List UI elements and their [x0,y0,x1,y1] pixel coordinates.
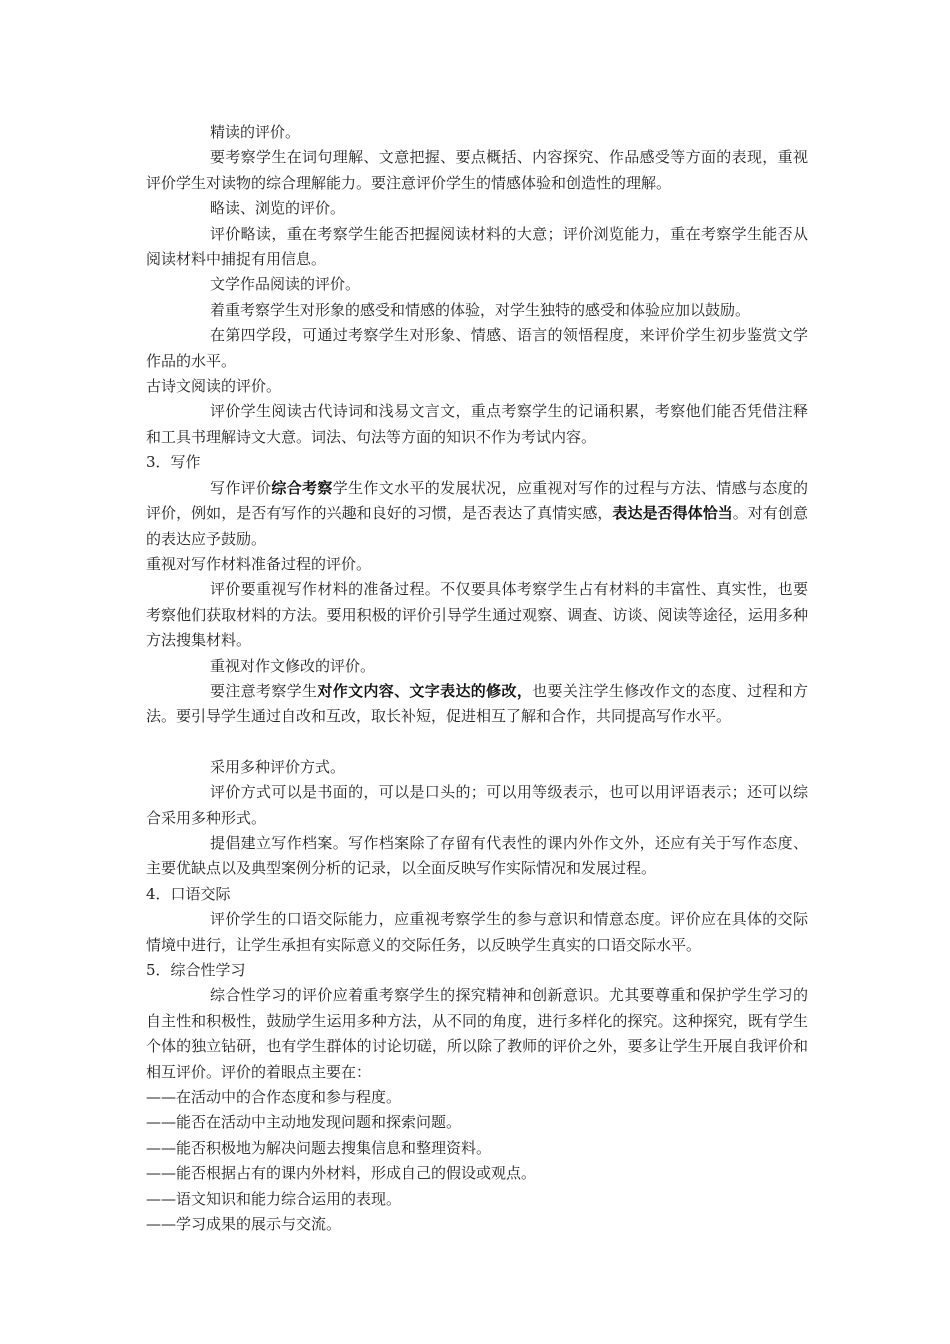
heading-skim-reading: 略读、浏览的评价。 [210,199,346,218]
paragraph: 评价略读，重在考察学生能否把握阅读材料的大意；评价浏览能力，重在考察学生能否从阅读材料中捕捉有用信息。 [146,224,808,269]
paragraph: 在第四学段，可通过考察学生对形象、情感、语言的领悟程度，来评价学生初步鉴赏文学作品的水平。 [146,326,808,370]
paragraph: 评价方式可以是书面的，可以是口头的；可以用等级表示，也可以用评语表示；还可以综合采用多种形式。 [146,783,808,827]
list-item: ——学习成果的展示与交流。 [146,1215,342,1234]
heading-material-preparation: 重视对写作材料准备过程的评价。 [146,554,372,573]
paragraph: 评价学生阅读古代诗词和浅易文言文，重点考察学生的记诵积累，考察他们能否凭借注释和工具书理解诗文大意。词法、句法等方面的知识不作为考试内容。 [146,402,808,446]
list-item: ——在活动中的合作态度和参与程度。 [146,1088,402,1107]
section-heading-writing: 3．写作 [146,453,201,472]
document-body [146,120,808,1237]
blank-line [146,730,808,755]
emphasis: 综合考察 [271,478,333,497]
paragraph: 着重考察学生对形象的感受和情感的体验，对学生独特的感受和体验应加以鼓励。 [210,300,751,319]
heading-literature-reading: 文学作品阅读的评价。 [210,275,361,294]
paragraph-revision: 要注意考察学生对作文内容、文字表达的修改，也要关注学生修改作文的态度、过程和方法。要引导学生通过自改和互改，取长补短，促进相互了解和合作，共同提高写作水平。 [146,681,808,726]
paragraph: 评价学生的口语交际能力，应重视考察学生的参与意识和情意态度。评价应在具体的交际情境中进行，让学生承担有实际意义的交际任务，以反映学生真实的口语交际水平。 [146,910,808,954]
paragraph: 评价要重视写作材料的准备过程。不仅要具体考察学生占有材料的丰富性、真实性，也要考察他们获取材料的方法。要用积极的评价引导学生通过观察、调查、访谈、阅读等途径，运用多种方法搜集材料。 [146,580,808,650]
paragraph: 提倡建立写作档案。写作档案除了存留有代表性的课内外作文外，还应有关于写作态度、主要优缺点以及典型案例分析的记录，以全面反映写作实际情况和发展过程。 [146,833,808,878]
emphasis: 表达是否得体恰当 [612,504,733,523]
heading-intensive-reading: 精读的评价。 [210,123,301,141]
heading-evaluation-methods: 采用多种评价方式。 [210,757,346,776]
paragraph-writing-evaluation: 写作评价综合考察学生作文水平的发展状况，应重视对写作的过程与方法、情感与态度的评价，例如，是否有写作的兴趣和良好的习惯，是否表达了真情实感，表达是否得体恰当。对有创意的表达应予鼓励。 [146,478,808,548]
list-item: ——语文知识和能力综合运用的表现。 [146,1189,402,1208]
section-heading-comprehensive: 5．综合性学习 [146,961,246,979]
list-item: ——能否在活动中主动地发现问题和探索问题。 [146,1113,462,1132]
heading-classical-reading: 古诗文阅读的评价。 [146,377,282,396]
paragraph: 要考察学生在词句理解、文意把握、要点概括、内容探究、作品感受等方面的表现，重视评价学生对读物的综合理解能力。要注意评价学生的情感体验和创造性的理解。 [146,148,808,192]
paragraph: 综合性学习的评价应着重考察学生的探究精神和创新意识。尤其要尊重和保护学生学习的自主性和积极性，鼓励学生运用多种方法，从不同的角度，进行多样化的探究。这种探究，既有学生个体的独立钻研，也有学生群体的讨论切磋，所以除了教师的评价之外，要多让学生开展自我评价和相互评价。评价的着眼点主要在： [146,986,808,1081]
list-item: ——能否根据占有的课内外材料，形成自己的假设或观点。 [146,1164,537,1183]
heading-revision: 重视对作文修改的评价。 [210,656,376,675]
section-heading-oral: 4．口语交际 [146,884,231,903]
emphasis: 对作文内容、文字表达的修改， [317,681,533,700]
list-item: ——能否积极地为解决问题去搜集信息和整理资料。 [146,1138,492,1157]
